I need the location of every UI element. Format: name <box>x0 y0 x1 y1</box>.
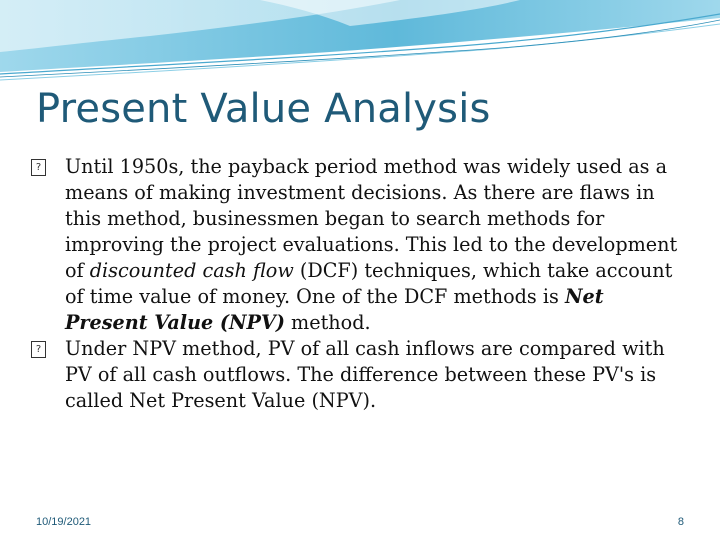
slide-body <box>31 154 691 414</box>
box-glyph-icon: ? <box>31 341 46 358</box>
page-number: 8 <box>677 516 684 528</box>
slide-title: Present Value Analysis <box>36 86 491 132</box>
bullet-1-italic-text: discounted cash flow <box>89 259 294 282</box>
bullet-paragraph-2 <box>31 336 691 414</box>
bullet-2-text: Under NPV method, PV of all cash inflows are compared with PV of all cash outflows. The difference between these PV's is called Net Present Value (NPV). <box>65 337 665 412</box>
bullet-1-text-3: method. <box>284 311 371 334</box>
bullet-1-text-2: (DCF) techniques, which take account of time value of money. One of the DCF methods is <box>65 259 673 308</box>
footer-date: 10/19/2021 <box>36 516 92 528</box>
bullet-1-bold-italic-text: Net Present Value (NPV) <box>65 285 604 334</box>
bullet-1-text-1: Until 1950s, the payback period method was widely used as a means of making investment decisions. As there are flaws in this method, businessmen began to search methods for improving the project evaluations. This led to the development of <box>65 155 678 282</box>
box-glyph-icon: ? <box>31 159 46 176</box>
bullet-paragraph-1 <box>31 154 691 336</box>
header-wave-decoration <box>0 0 720 90</box>
